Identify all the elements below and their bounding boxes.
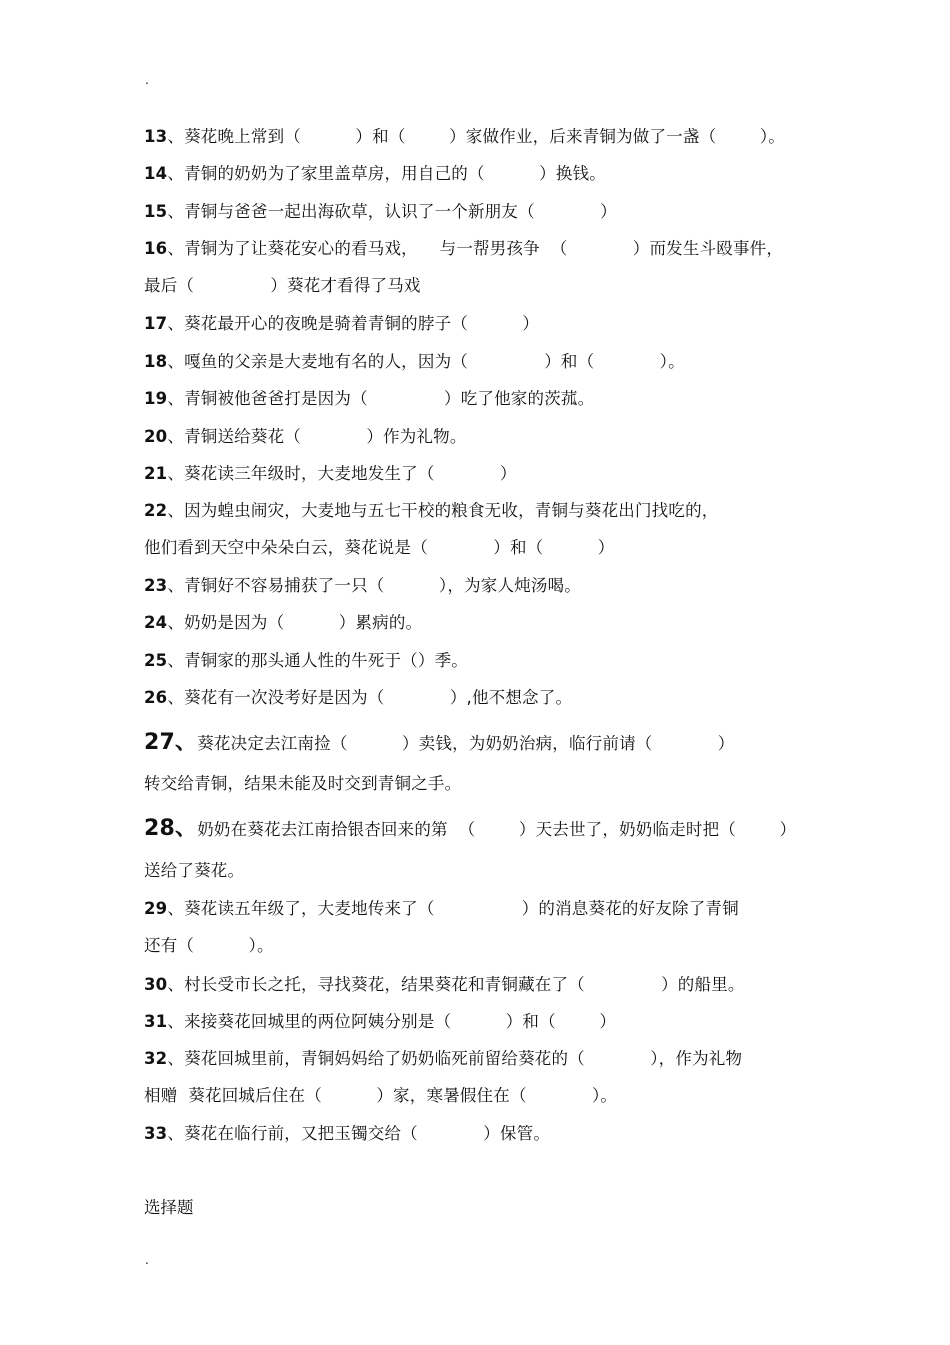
page-marker-bottom: . [145,1253,149,1267]
question-number: 13 [144,127,168,146]
question-text: 青铜被他爸爸打是因为（ ）吃了他家的茨菰。 [184,389,595,408]
question-text: 因为蝗虫闹灾，大麦地与五七干校的粮食无收，青铜与葵花出门找吃的， [184,501,719,520]
question-separator: 、 [167,164,185,183]
question-text: 葵花读五年级了，大麦地传来了（ ）的消息葵花的好友除了青铜 [184,899,739,918]
question-text: 奶奶在葵花去江南拾银杏回来的第 （ ）天去世了，奶奶临走时把（ ） [197,820,797,839]
question-number: 26 [144,688,168,707]
question-text: 青铜家的那头通人性的牛死于（）季。 [184,651,468,670]
page-marker-top: . [145,73,149,87]
question-text: 葵花回城里前，青铜妈妈给了奶奶临死前留给葵花的（ ），作为礼物 [184,1049,743,1068]
question-separator: 、 [175,730,198,755]
question-26 [144,687,572,709]
question-text: 青铜好不容易捕获了一只（ ），为家人炖汤喝。 [184,576,581,595]
question-27 [144,732,735,755]
question-separator: 、 [167,688,185,707]
question-separator: 、 [175,816,198,841]
question-separator: 、 [167,314,185,333]
question-29 [144,898,739,920]
question-text: 来接葵花回城里的两位阿姨分别是（ ）和（ ） [184,1012,617,1031]
question-number: 28 [144,816,176,841]
question-number: 19 [144,389,168,408]
question-number: 20 [144,427,168,446]
question-separator: 、 [167,127,185,146]
question-29-continuation: 还有（ ）。 [144,936,274,955]
question-32-continuation: 相赠 葵花回城后住在（ ）家，寒暑假住在（ ）。 [144,1086,618,1105]
question-16 [144,238,783,260]
question-number: 31 [144,1012,168,1031]
question-separator: 、 [167,1049,185,1068]
question-number: 17 [144,314,168,333]
question-15 [144,201,617,223]
question-13 [144,126,785,148]
question-separator: 、 [167,1124,185,1143]
question-18 [144,351,685,373]
question-number: 22 [144,501,168,520]
question-separator: 、 [167,1012,185,1031]
question-separator: 、 [167,576,185,595]
question-number: 18 [144,352,168,371]
question-22 [144,500,718,522]
question-number: 25 [144,651,168,670]
question-text: 青铜为了让葵花安心的看马戏， 与一帮男孩争 （ ）而发生斗殴事件， [184,239,784,258]
question-text: 葵花晚上常到（ ）和（ ）家做作业，后来青铜为做了一盏（ ）。 [184,127,785,146]
question-20 [144,426,467,448]
question-text: 葵花最开心的夜晚是骑着青铜的脖子（ ） [184,314,540,333]
question-separator: 、 [167,202,185,221]
question-32 [144,1048,742,1070]
question-separator: 、 [167,352,185,371]
question-28-continuation: 送给了葵花。 [144,861,245,880]
question-separator: 、 [167,899,185,918]
question-number: 30 [144,975,168,994]
question-number: 33 [144,1124,168,1143]
question-24 [144,612,422,634]
section-heading-multiple-choice: 选择题 [144,1198,194,1217]
question-28 [144,818,796,841]
question-text: 葵花有一次没考好是因为（ ）,他不想念了。 [184,688,573,707]
question-19 [144,388,594,410]
question-separator: 、 [167,427,185,446]
question-separator: 、 [167,613,185,632]
question-27-continuation: 转交给青铜，结果未能及时交到青铜之手。 [144,774,462,793]
question-text: 奶奶是因为（ ）累病的。 [184,613,423,632]
question-separator: 、 [167,464,185,483]
question-number: 24 [144,613,168,632]
question-text: 青铜与爸爸一起出海砍草，认识了一个新朋友（ ） [184,202,617,221]
question-number: 27 [144,730,176,755]
question-text: 嘎鱼的父亲是大麦地有名的人，因为（ ）和（ ）。 [184,352,685,371]
question-separator: 、 [167,389,185,408]
question-33 [144,1123,550,1145]
question-number: 23 [144,576,168,595]
question-separator: 、 [167,239,185,258]
question-text: 葵花在临行前，又把玉镯交给（ ）保管。 [184,1124,551,1143]
question-number: 14 [144,164,168,183]
question-16-continuation: 最后（ ）葵花才看得了马戏 [144,276,421,295]
question-30 [144,974,745,996]
question-number: 15 [144,202,168,221]
question-14 [144,163,606,185]
question-25 [144,650,468,672]
question-number: 21 [144,464,168,483]
question-separator: 、 [167,501,185,520]
question-31 [144,1011,616,1033]
question-number: 29 [144,899,168,918]
question-text: 青铜的奶奶为了家里盖草房，用自己的（ ）换钱。 [184,164,606,183]
question-text: 葵花决定去江南捡（ ）卖钱，为奶奶治病，临行前请（ ） [197,734,735,753]
question-21 [144,463,517,485]
question-separator: 、 [167,651,185,670]
question-number: 16 [144,239,168,258]
question-17 [144,313,539,335]
question-23 [144,575,581,597]
question-text: 葵花读三年级时，大麦地发生了（ ） [184,464,517,483]
question-number: 32 [144,1049,168,1068]
question-22-continuation: 他们看到天空中朵朵白云，葵花说是（ ）和（ ） [144,538,615,557]
question-separator: 、 [167,975,185,994]
question-text: 青铜送给葵花（ ）作为礼物。 [184,427,467,446]
question-text: 村长受市长之托，寻找葵花，结果葵花和青铜藏在了（ ）的船里。 [184,975,745,994]
